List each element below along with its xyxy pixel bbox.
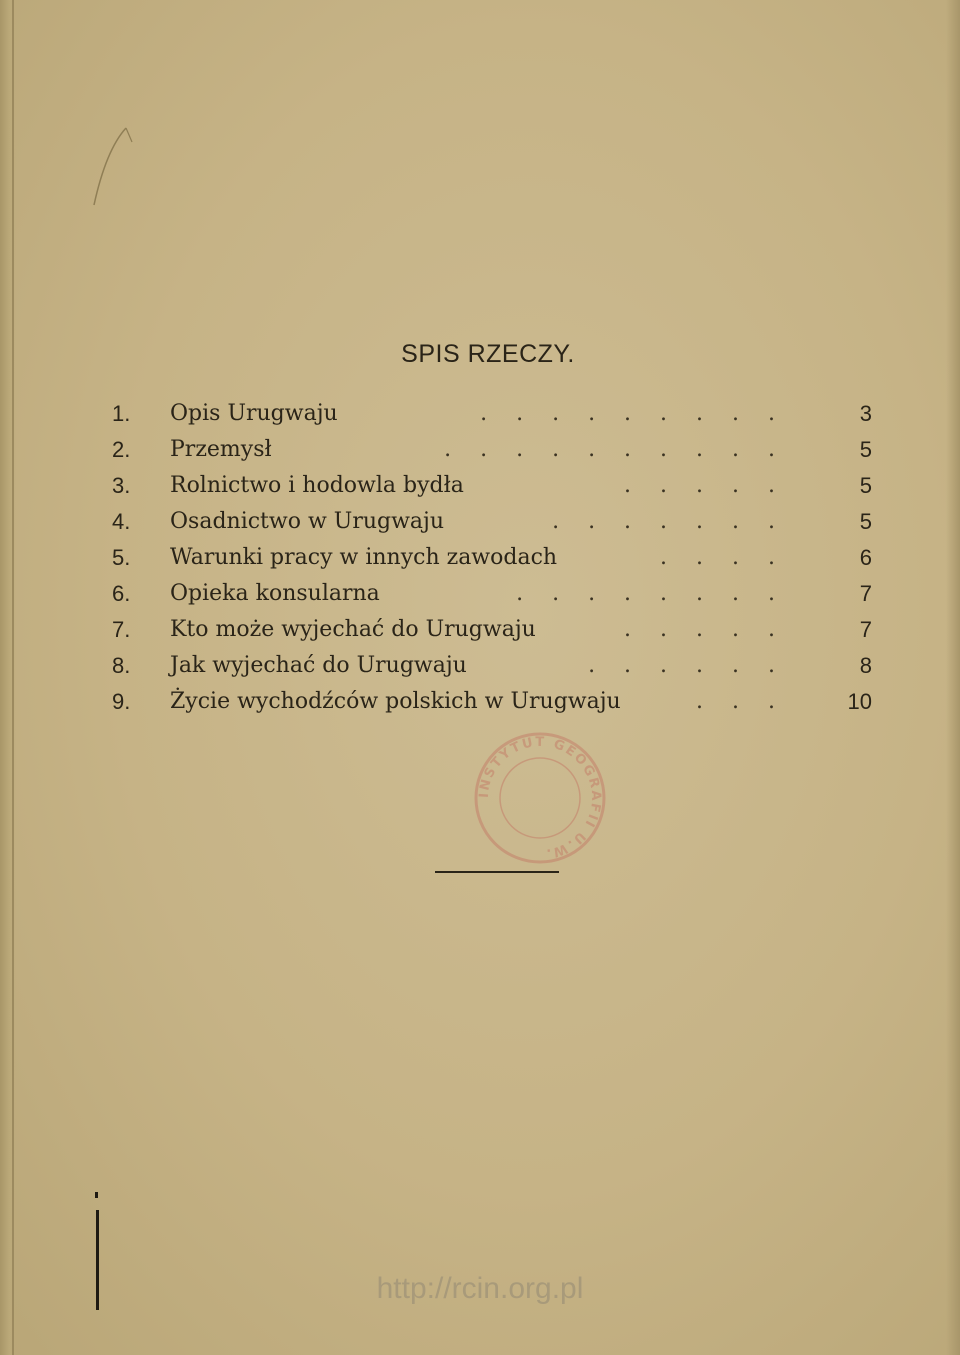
- toc-entry-page: 10: [847, 689, 872, 714]
- toc-entry-title: Kto może wyjechać do Urugwaju: [170, 617, 536, 642]
- toc-entry-leader-dots: . . . . . . . . .: [480, 401, 786, 426]
- toc-entry-page: 5: [859, 473, 872, 498]
- toc-entry-number: 7.: [112, 617, 131, 642]
- toc-entry-number: 4.: [112, 509, 131, 534]
- toc-entry-page: 3: [859, 401, 872, 426]
- library-stamp: [470, 728, 610, 868]
- toc-entry-title: Życie wychodźców polskich w Urugwaju: [170, 689, 621, 714]
- toc-entry-3: [112, 468, 872, 504]
- toc-entry-number: 9.: [112, 689, 131, 714]
- toc-entry-title: Rolnictwo i hodowla bydła: [170, 473, 464, 498]
- toc-entry-title: Osadnictwo w Urugwaju: [170, 509, 445, 534]
- toc-entry-title: Przemysł: [170, 437, 272, 462]
- page-right-edge: [946, 0, 960, 1355]
- toc-entry-leader-dots: . . . . .: [624, 617, 786, 642]
- toc-entry-8: [112, 648, 872, 684]
- toc-entry-1: [112, 396, 872, 432]
- toc-entry-9: [112, 684, 872, 720]
- stamp-text: INSTYTUT GEOGRAFII U.W.: [476, 734, 604, 861]
- page-binding-line: [12, 0, 14, 1355]
- toc-entry-page: 5: [859, 437, 872, 462]
- horizontal-rule: [435, 871, 559, 873]
- toc-entry-2: [112, 432, 872, 468]
- toc-entry-number: 2.: [112, 437, 131, 462]
- toc-entry-4: [112, 504, 872, 540]
- toc-entry-leader-dots: . . .: [696, 689, 786, 714]
- paper-crease-mark: [86, 120, 136, 210]
- toc-entry-leader-dots: . . . . . . . .: [516, 581, 786, 606]
- toc-entry-page: 7: [859, 581, 872, 606]
- toc-entry-title: Opieka konsularna: [170, 581, 380, 606]
- source-watermark: http://rcin.org.pl: [376, 1272, 584, 1305]
- toc-entry-number: 6.: [112, 581, 131, 606]
- toc-entry-number: 8.: [112, 653, 131, 678]
- toc-entry-page: 5: [859, 509, 872, 534]
- toc-entry-number: 5.: [112, 545, 131, 570]
- toc-entry-leader-dots: . . . .: [660, 545, 786, 570]
- toc-entry-5: [112, 540, 872, 576]
- toc-entry-7: [112, 612, 872, 648]
- toc-entry-page: 8: [859, 653, 872, 678]
- margin-ink-mark: [95, 1192, 98, 1198]
- toc-entry-title: Jak wyjechać do Urugwaju: [170, 653, 467, 678]
- toc-entry-page: 7: [859, 617, 872, 642]
- toc-entry-number: 3.: [112, 473, 131, 498]
- toc-heading: SPIS RZECZY.: [401, 340, 575, 368]
- toc-entry-number: 1.: [112, 401, 131, 426]
- table-of-contents: [112, 396, 872, 720]
- toc-entry-leader-dots: . . . . . . . . . .: [444, 437, 786, 462]
- toc-entry-6: [112, 576, 872, 612]
- toc-entry-page: 6: [859, 545, 872, 570]
- toc-entry-title: Warunki pracy w innych zawodach: [170, 545, 558, 570]
- toc-entry-title: Opis Urugwaju: [170, 401, 338, 426]
- toc-entry-leader-dots: . . . . .: [624, 473, 786, 498]
- svg-text:INSTYTUT GEOGRAFII U.W.: [477, 735, 603, 861]
- toc-entry-leader-dots: . . . . . . .: [552, 509, 786, 534]
- toc-entry-leader-dots: . . . . . .: [588, 653, 786, 678]
